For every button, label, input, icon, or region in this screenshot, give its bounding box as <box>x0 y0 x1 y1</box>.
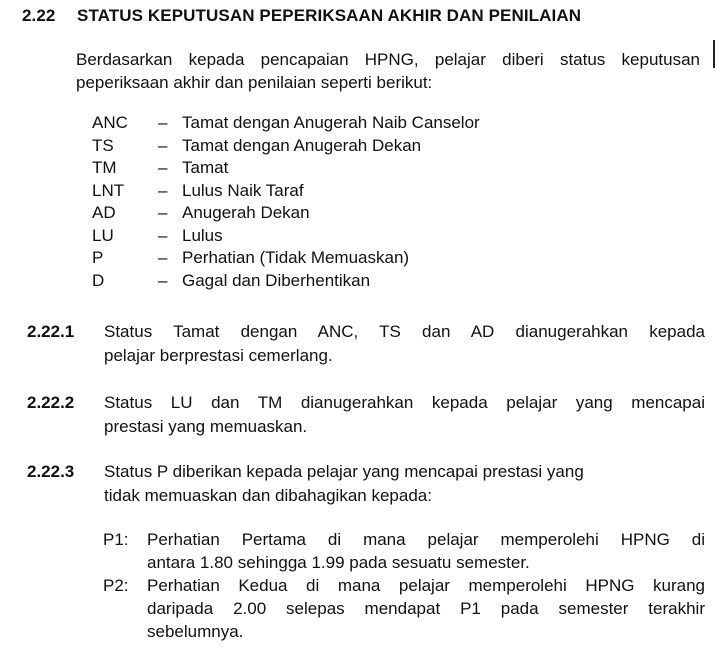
status-code-row <box>92 202 480 225</box>
dash: – <box>158 225 168 245</box>
subsection-2-22-3 <box>27 460 705 508</box>
status-description: Lulus Naik Taraf <box>182 180 304 200</box>
status-code-row <box>92 225 480 248</box>
subsection-line: pelajar berprestasi cemerlang. <box>104 346 333 365</box>
dash: – <box>158 248 168 267</box>
subsection-body <box>104 320 705 368</box>
dash: – <box>158 135 168 155</box>
subsection-2-22-2 <box>27 391 705 439</box>
subsection-line: tidak memuaskan dan dibahagikan kepada: <box>104 486 432 505</box>
dash: – <box>158 203 168 222</box>
status-code: D <box>92 270 105 290</box>
status-code: TS <box>92 135 114 155</box>
status-description: Tamat <box>182 158 229 177</box>
section-heading <box>22 6 581 26</box>
status-code: LNT <box>92 180 125 200</box>
intro-line: peperiksaan akhir dan penilaian seperti berikut: <box>76 73 433 92</box>
page-edge-line <box>713 40 715 68</box>
perhatian-line: antara 1.80 sehingga 1.99 pada sesuatu semester. <box>147 553 530 572</box>
status-code-row <box>92 270 480 293</box>
subsection-body <box>104 460 705 508</box>
perhatian-item <box>103 528 705 574</box>
status-description: Lulus <box>182 225 223 245</box>
perhatian-body <box>147 574 705 643</box>
status-description: Tamat dengan Anugerah Dekan <box>182 135 422 155</box>
status-code: ANC <box>92 113 128 132</box>
dash: – <box>158 270 168 290</box>
status-description: Tamat dengan Anugerah Naib Canselor <box>182 113 480 132</box>
dash: – <box>158 113 168 132</box>
dash: – <box>158 158 168 177</box>
status-code-row <box>92 247 480 270</box>
subsection-line: Status LU dan TM dianugerahkan kepada pelajar yang mencapai <box>104 393 705 412</box>
subsection-body <box>104 391 705 439</box>
status-code: P <box>92 248 104 267</box>
status-description: Gagal dan Diberhentikan <box>182 270 371 290</box>
perhatian-body <box>147 528 705 574</box>
perhatian-line: Perhatian Kedua di mana pelajar memperolehi HPNG kurang <box>147 576 705 595</box>
status-code: TM <box>92 158 117 177</box>
perhatian-list <box>103 528 705 643</box>
intro-line: Berdasarkan kepada pencapaian HPNG, pelajar diberi status keputusan <box>76 50 700 69</box>
subsection-line: prestasi yang memuaskan. <box>104 417 308 436</box>
perhatian-line: Perhatian Pertama di mana pelajar memperolehi HPNG di <box>147 530 705 549</box>
status-code-row <box>92 112 480 135</box>
status-code-row <box>92 157 480 180</box>
status-code-list <box>92 112 480 292</box>
status-code: AD <box>92 203 116 222</box>
subsection-2-22-1 <box>27 320 705 368</box>
section-title: STATUS KEPUTUSAN PEPERIKSAAN AKHIR DAN PENILAIAN <box>77 6 582 25</box>
status-description: Perhatian (Tidak Memuaskan) <box>182 248 410 267</box>
dash: – <box>158 180 168 200</box>
subsection-line: Status Tamat dengan ANC, TS dan AD dianugerahkan kepada <box>104 322 705 341</box>
status-code-row <box>92 135 480 158</box>
perhatian-label: P1: <box>103 530 129 549</box>
subsection-line: Status P diberikan kepada pelajar yang mencapai prestasi yang <box>104 462 584 481</box>
subsection-number: 2.22.3 <box>27 462 75 481</box>
perhatian-line: sebelumnya. <box>147 622 244 641</box>
perhatian-line: daripada 2.00 selepas mendapat P1 pada semester terakhir <box>147 599 705 618</box>
status-code-row <box>92 180 480 203</box>
perhatian-label: P2: <box>103 576 129 595</box>
subsection-number: 2.22.1 <box>27 322 75 341</box>
status-description: Anugerah Dekan <box>182 203 310 222</box>
intro-paragraph <box>76 48 700 94</box>
perhatian-item <box>103 574 705 643</box>
subsection-number: 2.22.2 <box>27 393 75 412</box>
status-code: LU <box>92 225 114 245</box>
section-number: 2.22 <box>22 6 56 25</box>
